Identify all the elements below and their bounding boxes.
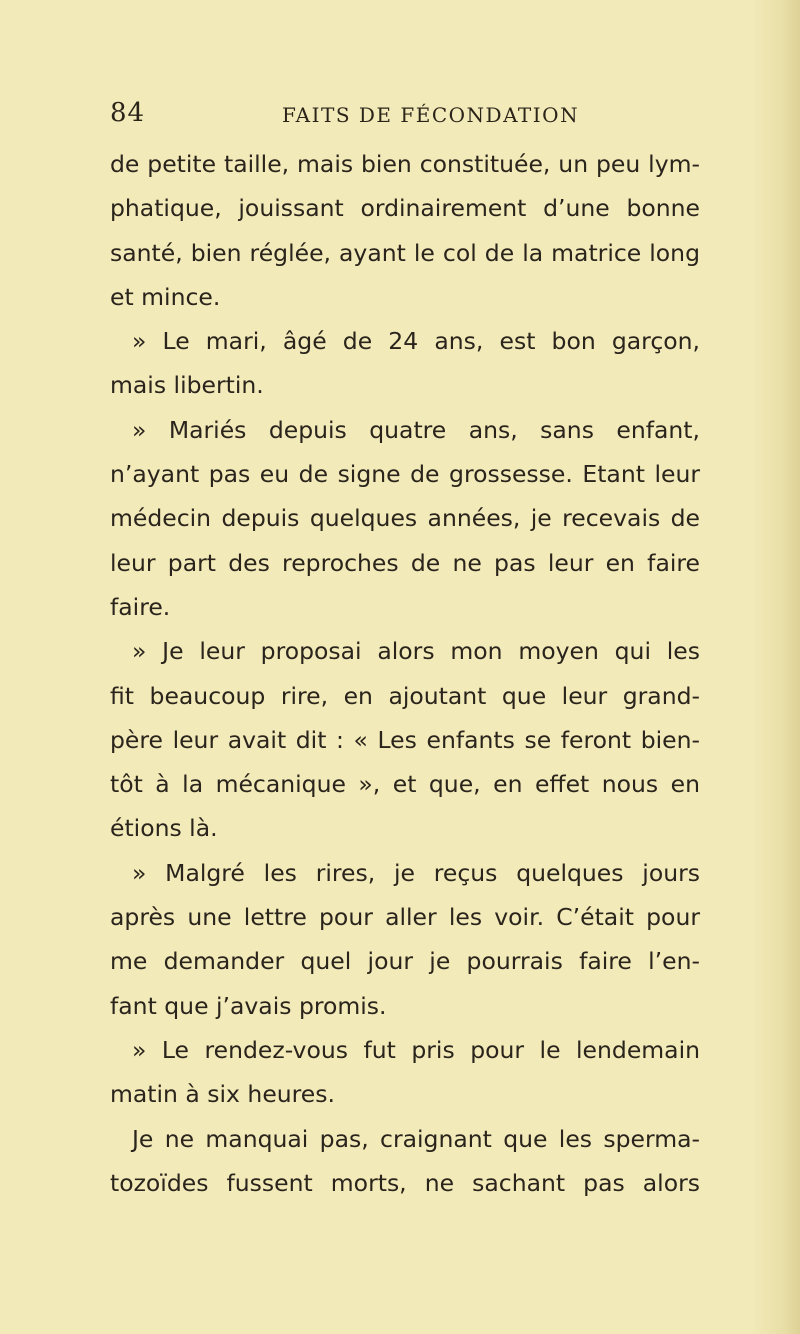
text-line: de petite taille, mais bien constituée, un peu lym- xyxy=(110,150,700,178)
running-head-title: FAITS DE FÉCONDATION xyxy=(282,103,580,127)
body-text xyxy=(110,142,700,1205)
text-line: » Le rendez-vous fut pris pour le lendemain xyxy=(132,1035,700,1064)
text-line: tôt à la mécanique », et que, en effet nous en xyxy=(110,770,700,799)
text-line: après une lettre pour aller les voir. C’était pour xyxy=(110,903,700,932)
text-line: leur part des reproches de ne pas leur en faire xyxy=(110,548,700,577)
text-line: santé, bien réglée, ayant le col de la matrice long xyxy=(110,238,700,267)
text-line: médecin depuis quelques années, je recevais de xyxy=(110,504,700,533)
text-line: faire. xyxy=(110,592,171,621)
text-line: » Malgré les rires, je reçus quelques jours xyxy=(132,858,700,887)
text-line: Je ne manquai pas, craignant que les sperma- xyxy=(132,1124,700,1153)
text-line: matin à six heures. xyxy=(110,1080,335,1109)
text-line: fit beaucoup rire, en ajoutant que leur grand- xyxy=(110,681,700,710)
text-line: phatique, jouissant ordinairement d’une bonne xyxy=(110,194,700,223)
text-line: et mince. xyxy=(110,282,221,311)
running-head xyxy=(110,98,690,138)
text-line: tozoïdes fussent morts, ne sachant pas alors xyxy=(110,1168,700,1197)
text-line: fant que j’avais promis. xyxy=(110,991,387,1020)
text-line: » Je leur proposai alors mon moyen qui les xyxy=(132,637,700,666)
page-number: 84 xyxy=(110,98,146,128)
text-line: étions là. xyxy=(110,814,218,843)
text-line: me demander quel jour je pourrais faire l’en- xyxy=(110,947,700,976)
text-line: mais libertin. xyxy=(110,371,264,400)
text-line: n’ayant pas eu de signe de grossesse. Etant leur xyxy=(110,460,700,489)
text-line: » Mariés depuis quatre ans, sans enfant, xyxy=(132,415,700,444)
text-line: » Le mari, âgé de 24 ans, est bon garçon, xyxy=(132,327,700,356)
text-line: père leur avait dit : « Les enfants se feront bien- xyxy=(110,725,700,754)
